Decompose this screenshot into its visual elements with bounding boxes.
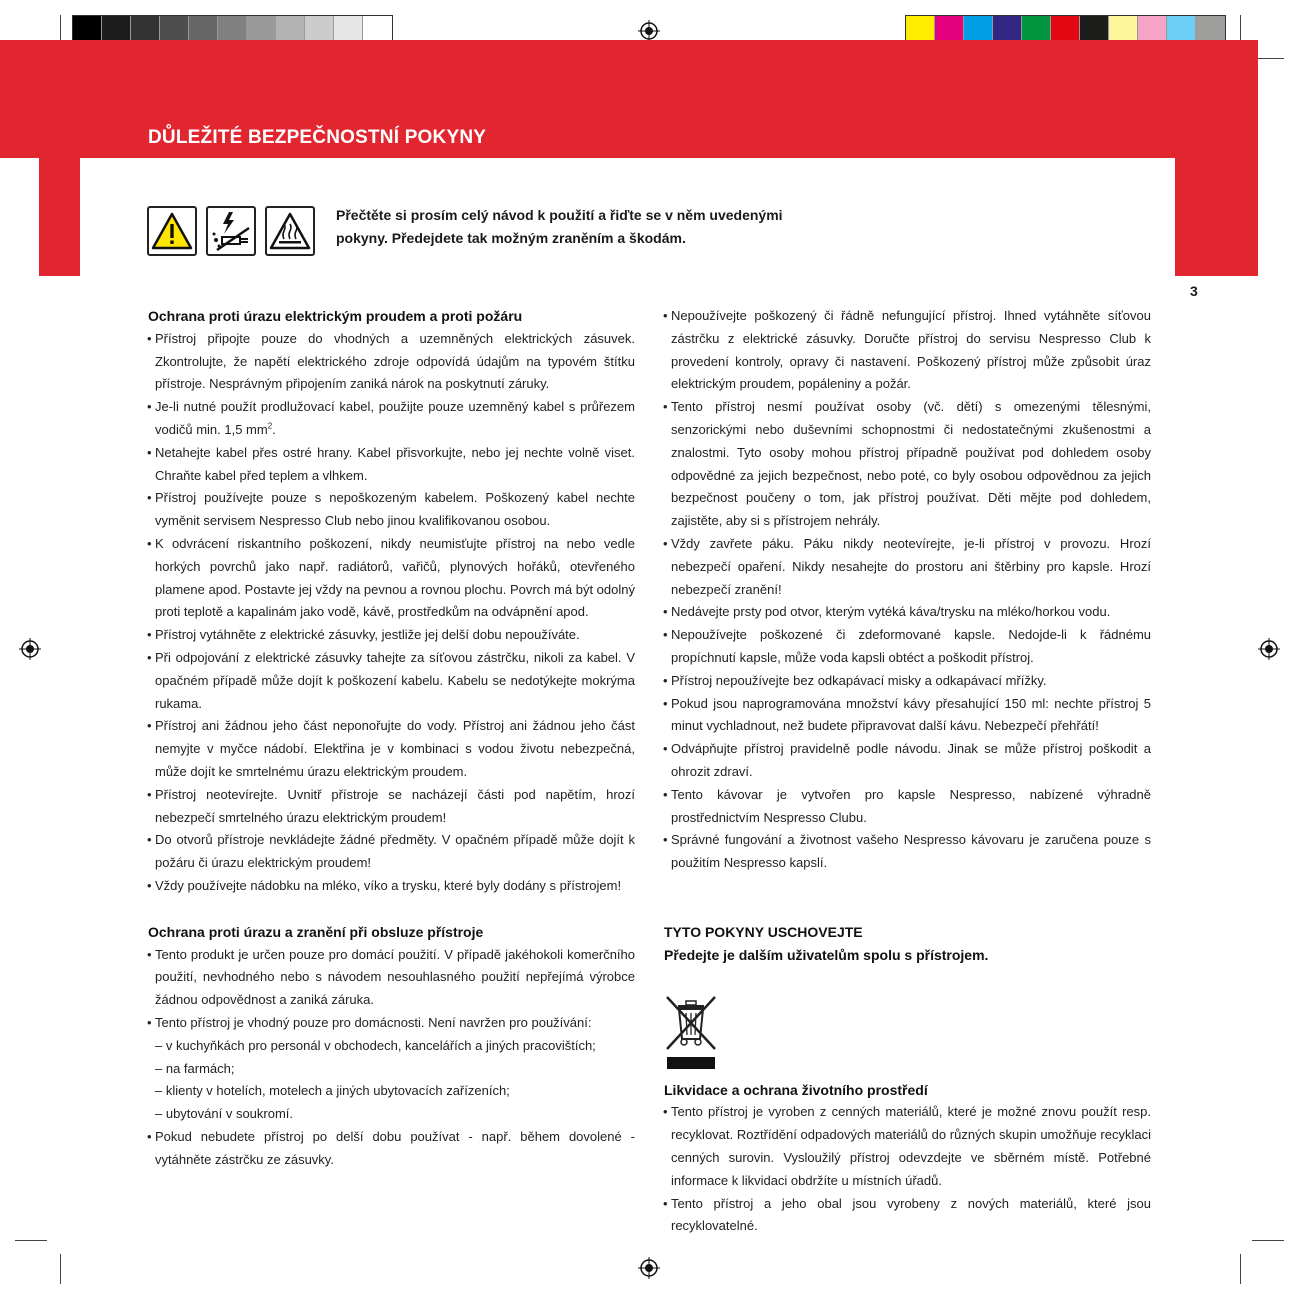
- list-item-text: Je-li nutné použít prodlužovací kabel, použijte pouze uzemněný kabel s průřezem vodičů min. 1,5 mm: [155, 399, 635, 437]
- list-item: • Pokud jsou naprogramována množství kávy přesahující 150 ml: nechte přístroj 5 minut vychladnout, než budete připravovat další kávu. Nebezpečí přehřátí!: [664, 693, 1151, 739]
- right-column: [664, 305, 1151, 1238]
- section-heading: Ochrana proti úrazu a zranění při obsluze přístroje: [148, 923, 484, 940]
- list-item: • Nedávejte prsty pod otvor, kterým vytéká káva/trysku na mléko/horkou vodu.: [664, 601, 1151, 624]
- intro-text: Přečtěte si prosím celý návod k použití a řiďte se v něm uvedenými pokyny. Předejdete tak možným zraněním a škodám.: [336, 207, 783, 246]
- hot-surface-icon: [265, 206, 315, 256]
- registration-mark-icon: [1258, 638, 1280, 660]
- list-item: • Přístroj nepoužívejte bez odkapávací misky a odkapávací mřížky.: [664, 670, 1151, 693]
- electric-shock-water-icon: [206, 206, 256, 256]
- list-item: • K odvrácení riskantního poškození, nikdy neumisťujte přístroj na nebo vedle horkých povrchů jako např. radiátorů, vařičů, plynových hořáků, otevřeného plamene apod. Postavte jej vždy na pevnou a rovnou plochu. Povrch má být odolný proti teplotě a kapalinám jako vodě, kávě, prostředkům na odvápnění apod.: [148, 533, 635, 624]
- weee-crossed-bin-icon: [664, 993, 718, 1073]
- registration-mark-icon: [638, 20, 660, 42]
- registration-mark-icon: [19, 638, 41, 660]
- keep-instructions-subtitle: Předejte je dalším uživatelům spolu s přístrojem.: [664, 946, 989, 963]
- warning-icons: [147, 206, 315, 256]
- list-item: • Odvápňujte přístroj pravidelně podle návodu. Jinak se může přístroj poškodit a ohrozit zdraví.: [664, 738, 1151, 784]
- list-item: • Tento kávovar je vytvořen pro kapsle Nespresso, nabízené výhradně prostřednictvím Nespresso Clubu.: [664, 784, 1151, 830]
- list-item: • Nepoužívejte poškozené či zdeformované kapsle. Nedojde-li k řádnému propíchnutí kapsle, může voda kapsli obtéct a poškodit přístroj.: [664, 624, 1151, 670]
- list-item: • Tento produkt je určen pouze pro domácí použití. V případě jakéhokoli komerčního použití, nevhodného nebo s návodem nesouhlasného použití nepřejímá výrobce žádnou odpovědnost a zaniká záruka.: [148, 944, 635, 1012]
- bullet-list: [148, 1126, 635, 1172]
- list-item: • Přístroj používejte pouze s nepoškozeným kabelem. Poškozený kabel nechte vyměnit servisem Nespresso Club nebo jinou kvalifikovanou osobou.: [148, 487, 635, 533]
- keep-instructions-title: TYTO POKYNY USCHOVEJTE: [664, 923, 863, 940]
- sub-list-item: – klienty v hotelích, motelech a jiných ubytovacích zařízeních;: [155, 1083, 510, 1099]
- list-item: • Tento přístroj nesmí používat osoby (vč. dětí) s omezenými tělesnými, senzorickými nebo duševními schopnostmi či nedostatečnými zkušenostmi a znalostmi. Tyto osoby mohou přístroj případně používat pod dohledem osoby odpovědné za jejich bezpečnost, nebo poté, co byly osobou odpovědnou za jejich bezpečnost poučeny o tom, jak přístroj používat. Děti mějte pod dohledem, zajistěte, aby si s přístrojem nehrály.: [664, 396, 1151, 533]
- list-item: • Tento přístroj a jeho obal jsou vyrobeny z nových materiálů, které jsou recyklovatelné.: [664, 1193, 1151, 1239]
- list-item: • Tento přístroj je vyroben z cenných materiálů, které je možné znovu použít resp. recyklovat. Roztřídění odpadových materiálů do různých skupin umožňuje recyklaci cenných surovin. Vysloužilý přístroj odevzdejte ve sběrném místě. Potřebné informace k likvidaci obdržíte u místních úřadů.: [664, 1101, 1151, 1192]
- list-item: • Netahejte kabel přes ostré hrany. Kabel přisvorkujte, nebo jej nechte volně viset. Chraňte kabel před teplem a vlhkem.: [148, 442, 635, 488]
- bullet-list: [664, 1101, 1151, 1238]
- bullet-list: [148, 944, 635, 1035]
- section-heading: Ochrana proti úrazu elektrickým proudem a proti požáru: [148, 308, 523, 324]
- page-title: DŮLEŽITÉ BEZPEČNOSTNÍ POKYNY: [148, 127, 487, 148]
- list-item: • Vždy používejte nádobku na mléko, víko a trysku, které byly dodány s přístrojem!: [148, 875, 635, 898]
- sub-list-item: – v kuchyňkách pro personál v obchodech, kancelářích a jiných pracovištích;: [155, 1037, 596, 1053]
- list-item: • Tento přístroj je vhodný pouze pro domácnosti. Není navržen pro používání:: [148, 1012, 635, 1035]
- list-item: • Přístroj připojte pouze do vhodných a uzemněných elektrických zásuvek. Zkontrolujte, že napětí elektrického zdroje odpovídá údajům na typovém štítku přístroje. Nesprávným připojením zaniká nárok na poskytnutí záruky.: [148, 328, 635, 396]
- list-item: • Je-li nutné použít prodlužovací kabel, použijte pouze uzemněný kabel s průřezem vodičů min. 1,5 $mm^2$.: [148, 396, 635, 442]
- crop-mark: [1252, 1240, 1284, 1241]
- section-heading: Likvidace a ochrana životního prostředí: [664, 1081, 928, 1098]
- bullet-list: [664, 305, 1151, 875]
- left-column: [148, 305, 635, 1171]
- list-item: • Vždy zavřete páku. Páku nikdy neotevírejte, je-li přístroj v provozu. Hrozí nebezpečí opaření. Nikdy nesahejte do prostoru ani štěrbiny pro kapsle. Hrozí nebezpečí zranění!: [664, 533, 1151, 601]
- list-item: • Přístroj neotevírejte. Uvnitř přístroje se nacházejí části pod napětím, hrozí nebezpečí smrtelného úrazu elektrickým proudem!: [148, 784, 635, 830]
- list-item: • Pokud nebudete přístroj po delší dobu používat - např. během dovolené - vytáhněte zástrčku ze zásuvky.: [148, 1126, 635, 1172]
- crop-mark: [1240, 1254, 1241, 1284]
- superscript: 2: [267, 421, 273, 431]
- bullet-list: [148, 328, 635, 898]
- list-item: • Při odpojování z elektrické zásuvky tahejte za síťovou zástrčku, nikoli za kabel. V opačném případě může dojít k poškození kabelu. Kabelu se nedotýkejte mokrýma rukama.: [148, 647, 635, 715]
- sub-list-item: – na farmách;: [155, 1060, 235, 1076]
- list-item: • Správné fungování a životnost vašeho Nespresso kávovaru je zaručena pouze s použitím Nespresso kapslí.: [664, 829, 1151, 875]
- sub-list-item: – ubytování v soukromí.: [155, 1106, 294, 1122]
- page-number: 3: [1190, 283, 1198, 299]
- crop-mark: [60, 1254, 61, 1284]
- header-band-right: [1175, 158, 1258, 276]
- list-item: • Do otvorů přístroje nevkládejte žádné předměty. V opačném případě může dojít k požáru či úrazu elektrickým proudem!: [148, 829, 635, 875]
- list-item: • Přístroj ani žádnou jeho část neponořujte do vody. Přístroj ani žádnou jeho část nemyjte v myčce nádobí. Elektřina je v kombinaci s vodou životu nebezpečná, může dojít ke smrtelnému úrazu elektrickým proudem.: [148, 715, 635, 783]
- list-item: • Nepoužívejte poškozený či řádně nefungující přístroj. Ihned vytáhněte síťovou zástrčku z elektrické zásuvky. Doručte přístroj do servisu Nespresso Club k provedení kontroly, opravy či nastavení. Poškozený přístroj může způsobit úraz elektrickým proudem, popáleniny a požár.: [664, 305, 1151, 396]
- list-item: • Přístroj vytáhněte z elektrické zásuvky, jestliže jej delší dobu nepoužíváte.: [148, 624, 635, 647]
- crop-mark: [15, 1240, 47, 1241]
- warning-triangle-icon: [147, 206, 197, 256]
- registration-mark-icon: [638, 1257, 660, 1279]
- header-band-left: [39, 158, 80, 276]
